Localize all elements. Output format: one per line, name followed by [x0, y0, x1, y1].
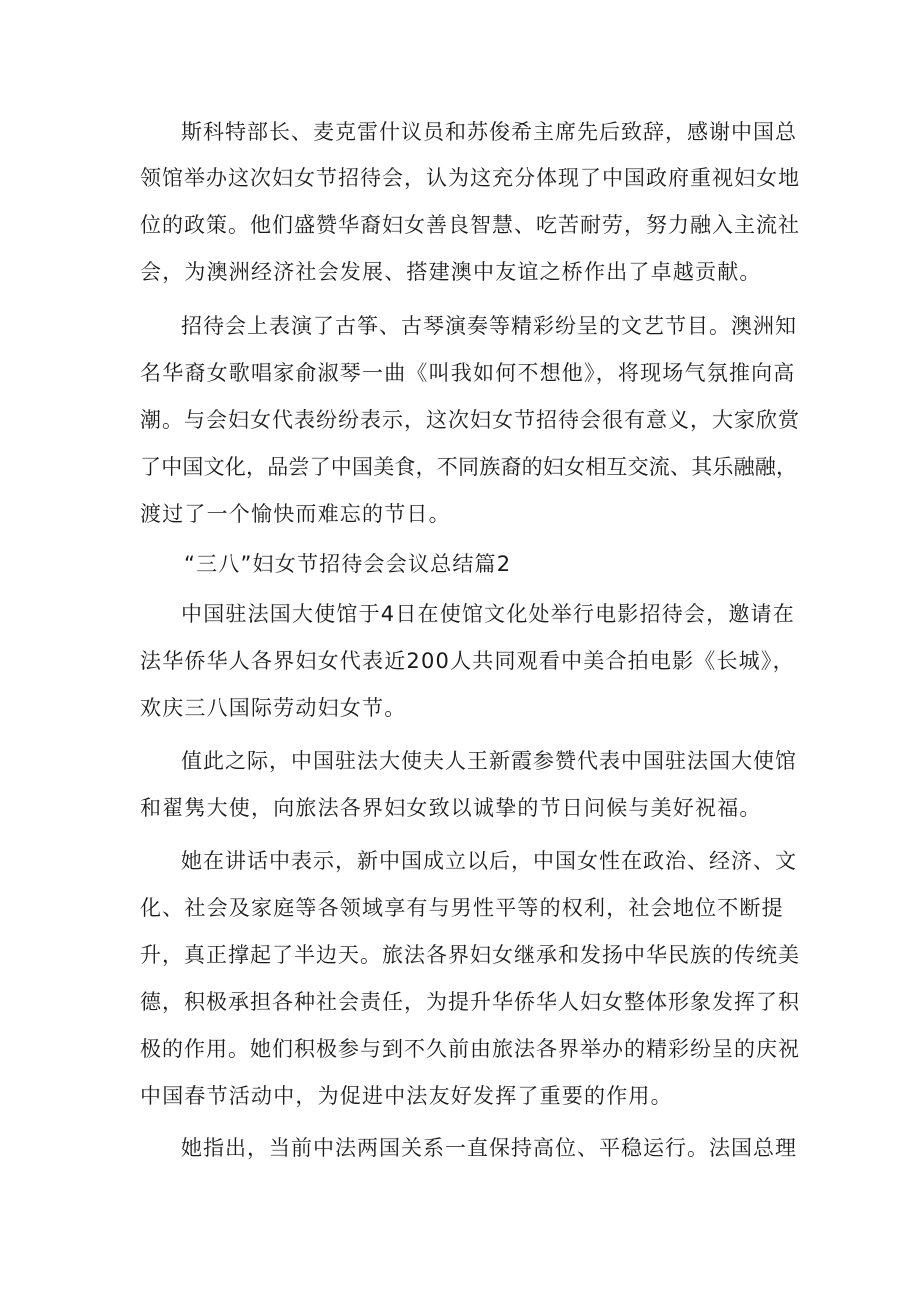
text-line: 位的政策。他们盛赞华裔妇女善良智慧、吃苦耐劳，努力融入主流社: [140, 213, 800, 237]
text-line: 领馆举办这次妇女节招待会，认为这充分体现了中国政府重视妇女地: [140, 166, 800, 190]
text-line: 中国驻法国大使馆于4日在使馆文化处举行电影招待会，邀请在: [181, 602, 795, 626]
text-line: 斯科特部长、麦克雷什议员和苏俊希主席先后致辞，感谢中国总: [181, 120, 797, 144]
text-line: 她在讲话中表示，新中国成立以后，中国女性在政治、经济、文: [181, 849, 797, 873]
text-line: 名华裔女歌唱家俞淑琴一曲《叫我如何不想他》，将现场气氛推向高: [140, 361, 796, 385]
text-line: 法华侨华人各界妇女代表近200人共同观看中美合拍电影《长城》，: [140, 649, 795, 673]
section-heading: “三八”妇女节招待会会议总结篇2: [184, 552, 512, 576]
text-line: 和翟隽大使，向旅法各界妇女致以诚挚的节日问候与美好祝福。: [140, 796, 762, 820]
text-line: 招待会上表演了古筝、古琴演奏等精彩纷呈的文艺节目。澳洲知: [181, 314, 797, 338]
text-line: 潮。与会妇女代表纷纷表示，这次妇女节招待会很有意义，大家欣赏: [140, 408, 800, 432]
text-line: 升，真正撑起了半边天。旅法各界妇女继承和发扬中华民族的传统美: [140, 943, 800, 967]
text-line: 极的作用。她们积极参与到不久前由旅法各界举办的精彩纷呈的庆祝: [140, 1037, 800, 1061]
text-line: 她指出，当前中法两国关系一直保持高位、平稳运行。法国总理: [181, 1136, 797, 1160]
text-line: 了中国文化，品尝了中国美食，不同族裔的妇女相互交流、其乐融融，: [140, 455, 798, 479]
text-line: 欢庆三八国际劳动妇女节。: [140, 696, 407, 720]
text-line: 中国春节活动中，为促进中法友好发挥了重要的作用。: [140, 1084, 673, 1108]
text-line: 值此之际，中国驻法大使夫人王新霞参赞代表中国驻法国大使馆: [181, 749, 797, 773]
text-line: 德，积极承担各种社会责任，为提升华侨华人妇女整体形象发挥了积: [140, 990, 800, 1014]
text-line: 渡过了一个愉快而难忘的节日。: [140, 502, 451, 526]
text-line: 化、社会及家庭等各领域享有与男性平等的权利，社会地位不断提: [140, 896, 784, 920]
text-line: 会，为澳洲经济社会发展、搭建澳中友谊之桥作出了卓越贡献。: [140, 260, 762, 284]
